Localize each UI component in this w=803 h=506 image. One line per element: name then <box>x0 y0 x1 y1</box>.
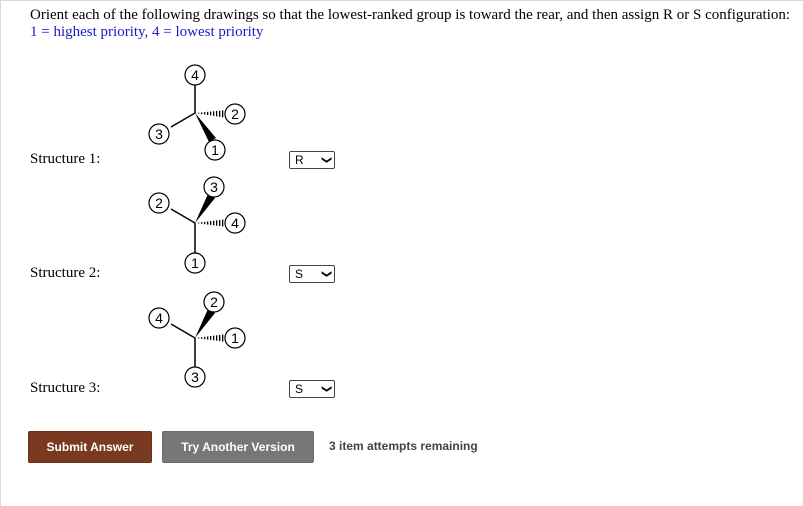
structure-3-molecule <box>149 292 245 387</box>
chevron-down-icon: ❯ <box>320 269 332 279</box>
structure-3-group-bottom <box>185 367 205 387</box>
structure-3-group-wedge <box>204 292 224 312</box>
structure-1-group-dash-label: 2 <box>231 106 239 122</box>
try-another-version-button[interactable]: Try Another Version <box>162 431 314 463</box>
structure-1-group-top <box>185 65 205 85</box>
submit-answer-button[interactable]: Submit Answer <box>28 431 152 463</box>
structure-1-group-dash <box>225 104 245 124</box>
structure-1-dash-bond <box>195 110 227 118</box>
structure-3-config-select[interactable] <box>289 380 335 398</box>
structure-3-group-bottom-label: 3 <box>191 369 199 385</box>
structure-2-group-dash <box>225 213 245 233</box>
structure-2-config-value: S <box>295 267 304 281</box>
structure-2-wedge-bond <box>195 194 215 223</box>
structure-2-molecule <box>149 177 245 273</box>
structure-1-label: Structure 1: <box>30 151 101 167</box>
structure-1-config-value: R <box>295 153 304 167</box>
question-instruction: Orient each of the following drawings so that the lowest-ranked group is toward the rear, and then assign R or S configuration: <box>30 7 791 23</box>
structure-2-group-wedge-label: 3 <box>210 179 218 195</box>
structure-2-group-dash-label: 4 <box>231 215 239 231</box>
attempts-remaining: 3 item attempts remaining <box>329 439 478 453</box>
structure-1-group-left <box>149 124 169 144</box>
structure-3-bond-left <box>171 324 195 338</box>
priority-note: 1 = highest priority, 4 = lowest priority <box>30 24 264 40</box>
structure-1-group-wedge <box>205 140 225 160</box>
structure-3-group-left <box>149 308 169 328</box>
structure-3-group-left-label: 4 <box>155 310 163 326</box>
structure-3-group-dash-label: 1 <box>231 330 239 346</box>
structure-2-group-bottom <box>185 253 205 273</box>
chevron-down-icon: ❯ <box>320 155 332 165</box>
structure-2-group-wedge <box>204 177 224 197</box>
structure-2-group-left-label: 2 <box>155 195 163 211</box>
structure-3-group-wedge-label: 2 <box>210 294 218 310</box>
structure-2-bond-left <box>171 209 195 223</box>
structure-1-bond-left <box>171 113 195 127</box>
structure-2-group-left <box>149 193 169 213</box>
structure-1-molecule <box>149 65 245 160</box>
structure-3-config-value: S <box>295 382 304 396</box>
chevron-down-icon: ❯ <box>320 384 332 394</box>
structure-1-group-wedge-label: 1 <box>211 142 219 158</box>
structure-1-group-left-label: 3 <box>155 126 163 142</box>
structure-1-config-select[interactable] <box>289 151 335 169</box>
structure-2-config-select[interactable] <box>289 265 335 283</box>
structure-3-wedge-bond <box>195 309 215 338</box>
structure-1-group-top-label: 4 <box>191 67 199 83</box>
structure-2-label: Structure 2: <box>30 265 101 281</box>
structure-2-dash-bond <box>195 219 227 227</box>
structure-3-label: Structure 3: <box>30 380 101 396</box>
structure-3-group-dash <box>225 328 245 348</box>
structure-3-dash-bond <box>195 334 227 342</box>
structure-2-group-bottom-label: 1 <box>191 255 199 271</box>
structure-1-wedge-bond <box>195 113 216 142</box>
